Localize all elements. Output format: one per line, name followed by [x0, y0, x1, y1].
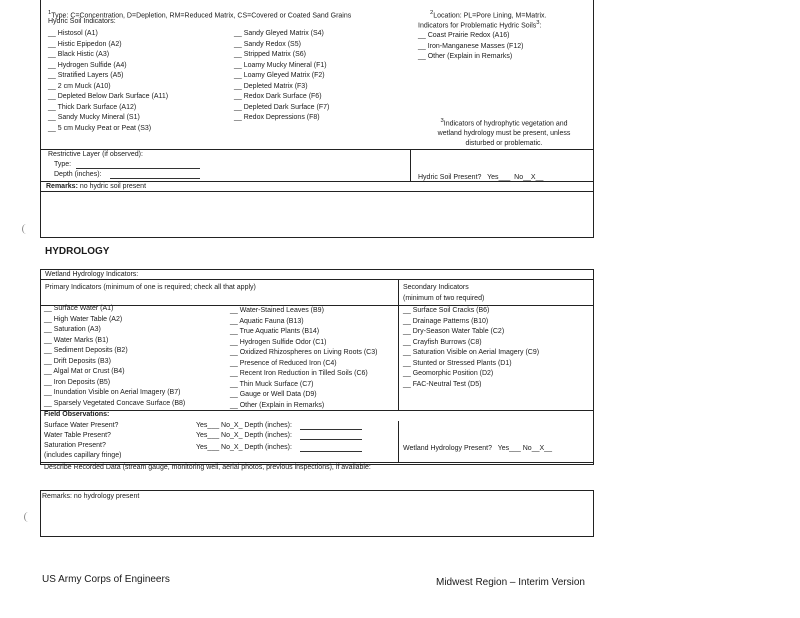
indicator-item[interactable]: __ FAC-Neutral Test (D5)	[403, 380, 482, 388]
indicator-item[interactable]: __ Drainage Patterns (B10)	[403, 317, 489, 325]
saturation-depth-field[interactable]	[300, 451, 362, 452]
surface-water-answer[interactable]: Yes___ No_X_ Depth (inches):	[196, 422, 292, 429]
water-table-no-mark: X	[233, 432, 239, 439]
indicator-item[interactable]: __ Gauge or Well Data (D9)	[230, 391, 317, 398]
restrictive-type-label: Type:	[54, 161, 72, 168]
surface-water-label: Surface Water Present?	[44, 422, 119, 429]
indicator-item[interactable]: __ Surface Soil Cracks (B6)	[403, 307, 490, 314]
divider	[593, 181, 594, 237]
divider	[40, 490, 41, 536]
indicator-item[interactable]: __ Stripped Matrix (S6)	[234, 51, 306, 58]
indicator-item[interactable]: __ Surface Water (A1)	[44, 305, 114, 312]
indicator-item[interactable]: __ Sparsely Vegetated Concave Surface (B8)	[44, 399, 186, 407]
saturation-label: Saturation Present?	[44, 442, 106, 449]
hydric-footnote: $^3$Indicators of hydrophytic vegetation and wetland hydrology must be present, unless disturbed or problematic.	[437, 118, 571, 148]
indicator-item[interactable]: __ Redox Dark Surface (F6)	[234, 93, 322, 100]
indicator-item[interactable]: __ Histosol (A1)	[48, 30, 98, 37]
primary-indicators-col2	[230, 306, 377, 411]
location-note: $^2$Location: PL=Pore Lining, M=Matrix.	[430, 10, 547, 20]
indicator-item[interactable]: __ Aquatic Fauna (B13)	[230, 317, 304, 325]
saturation-no-mark: X	[233, 444, 239, 451]
restrictive-depth-field[interactable]	[110, 178, 200, 179]
secondary-indicators-sub: (minimum of two required)	[403, 295, 485, 302]
indicator-item[interactable]: __ Iron-Manganese Masses (F12)	[418, 42, 524, 50]
indicator-item[interactable]: __ Loamy Mucky Mineral (F1)	[234, 61, 327, 69]
wetland-no-mark: X	[539, 445, 545, 452]
problematic-indicators-col	[418, 31, 523, 63]
scan-mark	[22, 224, 30, 234]
primary-indicators-col1	[44, 304, 185, 409]
hydric-indicators-col1	[48, 29, 168, 134]
indicator-item[interactable]: __ Presence of Reduced Iron (C4)	[230, 359, 337, 367]
soil-remarks: Remarks: no hydric soil present	[46, 183, 147, 190]
indicator-item[interactable]: __ Sandy Gleyed Matrix (S4)	[234, 30, 324, 37]
capillary-note: (includes capillary fringe)	[44, 452, 122, 459]
divider	[40, 237, 594, 238]
indicator-item[interactable]: __ Crayfish Burrows (C8)	[403, 338, 482, 346]
indicator-item[interactable]: __ Depleted Dark Surface (F7)	[234, 103, 330, 111]
primary-indicators-label: Primary Indicators (minimum of one is required; check all that apply)	[45, 284, 256, 291]
hydric-soil-no-mark: X	[530, 174, 536, 181]
indicator-item[interactable]: __ Stunted or Stressed Plants (D1)	[403, 359, 512, 367]
describe-recorded-data-label: Describe Recorded Data (stream gauge, monitoring well, aerial photos, previous inspections), if available:	[44, 464, 371, 471]
indicator-item[interactable]: __ 2 cm Muck (A10)	[48, 82, 111, 90]
indicator-item[interactable]: __ Coast Prairie Redox (A16)	[418, 32, 510, 39]
divider	[410, 149, 411, 181]
indicator-item[interactable]: __ Black Histic (A3)	[48, 51, 110, 58]
indicator-item[interactable]: __ Depleted Below Dark Surface (A11)	[48, 93, 169, 100]
divider	[40, 536, 594, 537]
indicator-item[interactable]: __ Stratified Layers (A5)	[48, 72, 124, 79]
indicator-item[interactable]: __ True Aquatic Plants (B14)	[230, 328, 320, 335]
indicator-item[interactable]: __ Other (Explain in Remarks)	[230, 401, 325, 409]
indicator-item[interactable]: __ Thick Dark Surface (A12)	[48, 103, 137, 111]
hydric-indicators-col2	[234, 29, 329, 124]
water-table-depth-field[interactable]	[300, 439, 362, 440]
indicator-item[interactable]: __ Recent Iron Reduction in Tilled Soils (C6)	[230, 370, 368, 377]
wetland-hydrology-present: Wetland Hydrology Present? Yes___ No__X__	[403, 445, 552, 452]
hydrology-remarks: Remarks: no hydrology present	[42, 493, 140, 500]
indicator-item[interactable]: __ Histic Epipedon (A2)	[48, 40, 122, 48]
restrictive-depth-label: Depth (inches):	[54, 171, 102, 178]
footer-version: Midwest Region – Interim Version	[436, 577, 585, 588]
indicator-item[interactable]: __ Water-Stained Leaves (B9)	[230, 307, 324, 314]
restrictive-type-field[interactable]	[76, 168, 200, 169]
indicator-item[interactable]: __ 5 cm Mucky Peat or Peat (S3)	[48, 124, 152, 132]
water-table-answer[interactable]: Yes___ No_X_ Depth (inches):	[196, 432, 292, 439]
indicator-item[interactable]: __ Thin Muck Surface (C7)	[230, 380, 314, 388]
field-observations-label: Field Observations:	[44, 411, 110, 418]
indicator-item[interactable]: __ Sandy Redox (S5)	[234, 40, 301, 48]
indicator-item[interactable]: __ Hydrogen Sulfide Odor (C1)	[230, 338, 327, 346]
secondary-indicators-label: Secondary Indicators	[403, 284, 469, 291]
type-note: $^1$Type: C=Concentration, D=Depletion, RM=Reduced Matrix, CS=Covered or Coated Sand Grains	[48, 10, 352, 20]
secondary-indicators-col	[403, 306, 539, 390]
hydric-soil-indicators-header: Hydric Soil Indicators:	[48, 18, 116, 25]
indicator-item[interactable]: __ Dry-Season Water Table (C2)	[403, 328, 505, 335]
indicator-item[interactable]: __ Drift Deposits (B3)	[44, 357, 111, 365]
divider	[593, 490, 594, 536]
surface-water-no-mark: X	[233, 422, 239, 429]
indicator-item[interactable]: __ Algal Mat or Crust (B4)	[44, 368, 125, 375]
indicator-item[interactable]: __ Other (Explain in Remarks)	[418, 53, 513, 60]
divider	[398, 279, 399, 410]
scan-mark	[24, 512, 32, 522]
surface-water-depth-field[interactable]	[300, 429, 362, 430]
indicator-item[interactable]: __ Saturation (A3)	[44, 326, 101, 333]
indicator-item[interactable]: __ Oxidized Rhizospheres on Living Roots (C3)	[230, 349, 378, 356]
water-table-label: Water Table Present?	[44, 432, 111, 439]
problematic-soils-header: Indicators for Problematic Hydric Soils$^3$:	[418, 20, 542, 30]
indicator-item[interactable]: __ Hydrogen Sulfide (A4)	[48, 61, 127, 69]
indicator-item[interactable]: __ Redox Depressions (F8)	[234, 114, 320, 121]
indicator-item[interactable]: __ Sediment Deposits (B2)	[44, 347, 128, 354]
indicator-item[interactable]: __ Water Marks (B1)	[44, 336, 109, 344]
indicator-item[interactable]: __ High Water Table (A2)	[44, 315, 123, 323]
divider	[40, 490, 594, 491]
indicator-item[interactable]: __ Iron Deposits (B5)	[44, 378, 111, 386]
indicator-item[interactable]: __ Geomorphic Position (D2)	[403, 370, 494, 377]
divider	[40, 181, 41, 237]
indicator-item[interactable]: __ Inundation Visible on Aerial Imagery (B7)	[44, 389, 181, 396]
indicator-item[interactable]: __ Sandy Mucky Mineral (S1)	[48, 114, 140, 121]
saturation-answer[interactable]: Yes___ No_X_ Depth (inches):	[196, 444, 292, 451]
indicator-item[interactable]: __ Depleted Matrix (F3)	[234, 82, 308, 90]
hydric-soil-present: Hydric Soil Present? Yes___ No__X__	[418, 174, 544, 181]
indicator-item[interactable]: __ Loamy Gleyed Matrix (F2)	[234, 72, 325, 79]
divider	[398, 421, 399, 462]
restrictive-layer-label: Restrictive Layer (if observed):	[48, 151, 143, 158]
wetland-indicators-label: Wetland Hydrology Indicators:	[45, 271, 139, 278]
hydrology-title: HYDROLOGY	[45, 246, 110, 257]
indicator-item[interactable]: __ Saturation Visible on Aerial Imagery (C9)	[403, 349, 540, 356]
footer-agency: US Army Corps of Engineers	[42, 574, 170, 585]
